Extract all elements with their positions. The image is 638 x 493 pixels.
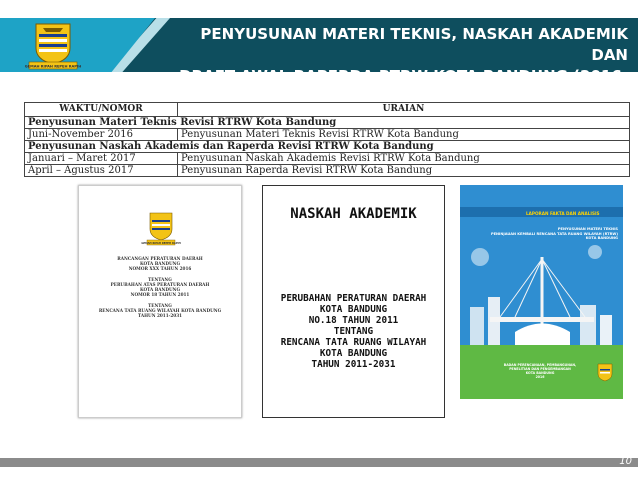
agency-line: 2016 xyxy=(535,375,545,379)
title-line-1: PENYUSUNAN MATERI TEKNIS, NASKAH AKADEMIK DAN xyxy=(200,25,628,64)
time-cell: Juni-November 2016 xyxy=(25,129,178,141)
naskah-line: KOTA BANDUNG xyxy=(319,348,388,359)
bandung-seal-icon xyxy=(141,212,181,246)
footer-bar xyxy=(0,458,638,467)
laporan-sub-line: KOTA BANDUNG xyxy=(585,236,618,241)
naskah-heading: NASKAH AKADEMIK xyxy=(290,206,417,222)
cover-line: KOTA BANDUNG xyxy=(139,261,181,266)
naskah-line: TENTANG xyxy=(333,326,374,337)
section-row xyxy=(25,117,630,129)
laporan-sub-line: PENYUSUNAN MATERI TEKNIS xyxy=(557,227,618,231)
seal-motto: GEMAH RIPAH REPEH RAPIH xyxy=(141,241,181,245)
agency-line: BADAN PERENCANAAN, PEMBANGUNAN, xyxy=(503,363,577,367)
laporan-agency xyxy=(500,363,580,379)
naskah-line: KOTA BANDUNG xyxy=(319,304,388,315)
naskah-body xyxy=(263,293,444,370)
section-title: Penyusunan Materi Teknis Revisi RTRW Kota Bandung xyxy=(25,117,630,129)
desc-cell: Penyusunan Naskah Akademis Revisi RTRW Kota Bandung xyxy=(178,153,630,165)
cover-line: TENTANG xyxy=(148,303,172,308)
section-title: Penyusunan Naskah Akademis dan Raperda Revisi RTRW Kota Bandung xyxy=(25,141,630,153)
agency-line: PENELITIAN DAN PENGEMBANGAN xyxy=(509,367,571,371)
laporan-label: LAPORAN FAKTA DAN ANALISIS xyxy=(526,211,600,216)
cover-line: RENCANA TATA RUANG WILAYAH KOTA BANDUNG xyxy=(98,308,222,313)
bandung-seal-icon xyxy=(26,22,80,70)
cover-line: NOMOR XXX TAHUN 2016 xyxy=(128,266,192,271)
page-title xyxy=(168,24,628,108)
laporan-sub-line: PENINJAUAN KEMBALI RENCANA TATA RUANG WILAYAH (RTRW) xyxy=(490,231,618,236)
schedule-table xyxy=(24,102,630,177)
cover-line: KOTA BANDUNG xyxy=(139,287,181,292)
agency-line: KOTA BANDUNG xyxy=(525,371,555,375)
cover-line: TENTANG xyxy=(148,277,172,282)
laporan-cover-thumbnail xyxy=(460,185,623,399)
table-row xyxy=(25,129,630,141)
time-cell: Januari – Maret 2017 xyxy=(25,153,178,165)
naskah-line: TAHUN 2011-2031 xyxy=(311,359,396,370)
page-number: 10 xyxy=(619,456,632,467)
col-header-time: WAKTU/NOMOR xyxy=(25,103,178,117)
title-line-2: DRAFT AWAL RAPERDA RTRW KOTA BANDUNG (2016-2017) xyxy=(179,67,628,106)
cover-line: TAHUN 2011-2031 xyxy=(137,313,183,318)
cover-line: PERUBAHAN ATAS PERATURAN DAERAH xyxy=(110,282,210,287)
time-cell: April – Agustus 2017 xyxy=(25,165,178,177)
section-row xyxy=(25,141,630,153)
naskah-line: PERUBAHAN PERATURAN DAERAH xyxy=(280,293,427,304)
seal-motto: GEMAH RIPAH REPEH RAPIH xyxy=(24,64,82,69)
bandung-seal-icon xyxy=(596,363,614,383)
table-row xyxy=(25,153,630,165)
desc-cell: Penyusunan Raperda Revisi RTRW Kota Bandung xyxy=(178,165,630,177)
table-row xyxy=(25,165,630,177)
naskah-akademik-thumbnail xyxy=(262,185,445,418)
cover-line: NOMOR 18 TAHUN 2011 xyxy=(130,292,190,297)
table-header-row xyxy=(25,103,630,117)
naskah-line: RENCANA TATA RUANG WILAYAH xyxy=(280,337,427,348)
cover-line: RANCANGAN PERATURAN DAERAH xyxy=(117,256,203,261)
desc-cell: Penyusunan Materi Teknis Revisi RTRW Kota Bandung xyxy=(178,129,630,141)
naskah-line: NO.18 TAHUN 2011 xyxy=(308,315,399,326)
raperda-cover-text xyxy=(89,256,231,318)
raperda-cover-thumbnail xyxy=(78,185,242,418)
col-header-desc: URAIAN xyxy=(178,103,630,117)
